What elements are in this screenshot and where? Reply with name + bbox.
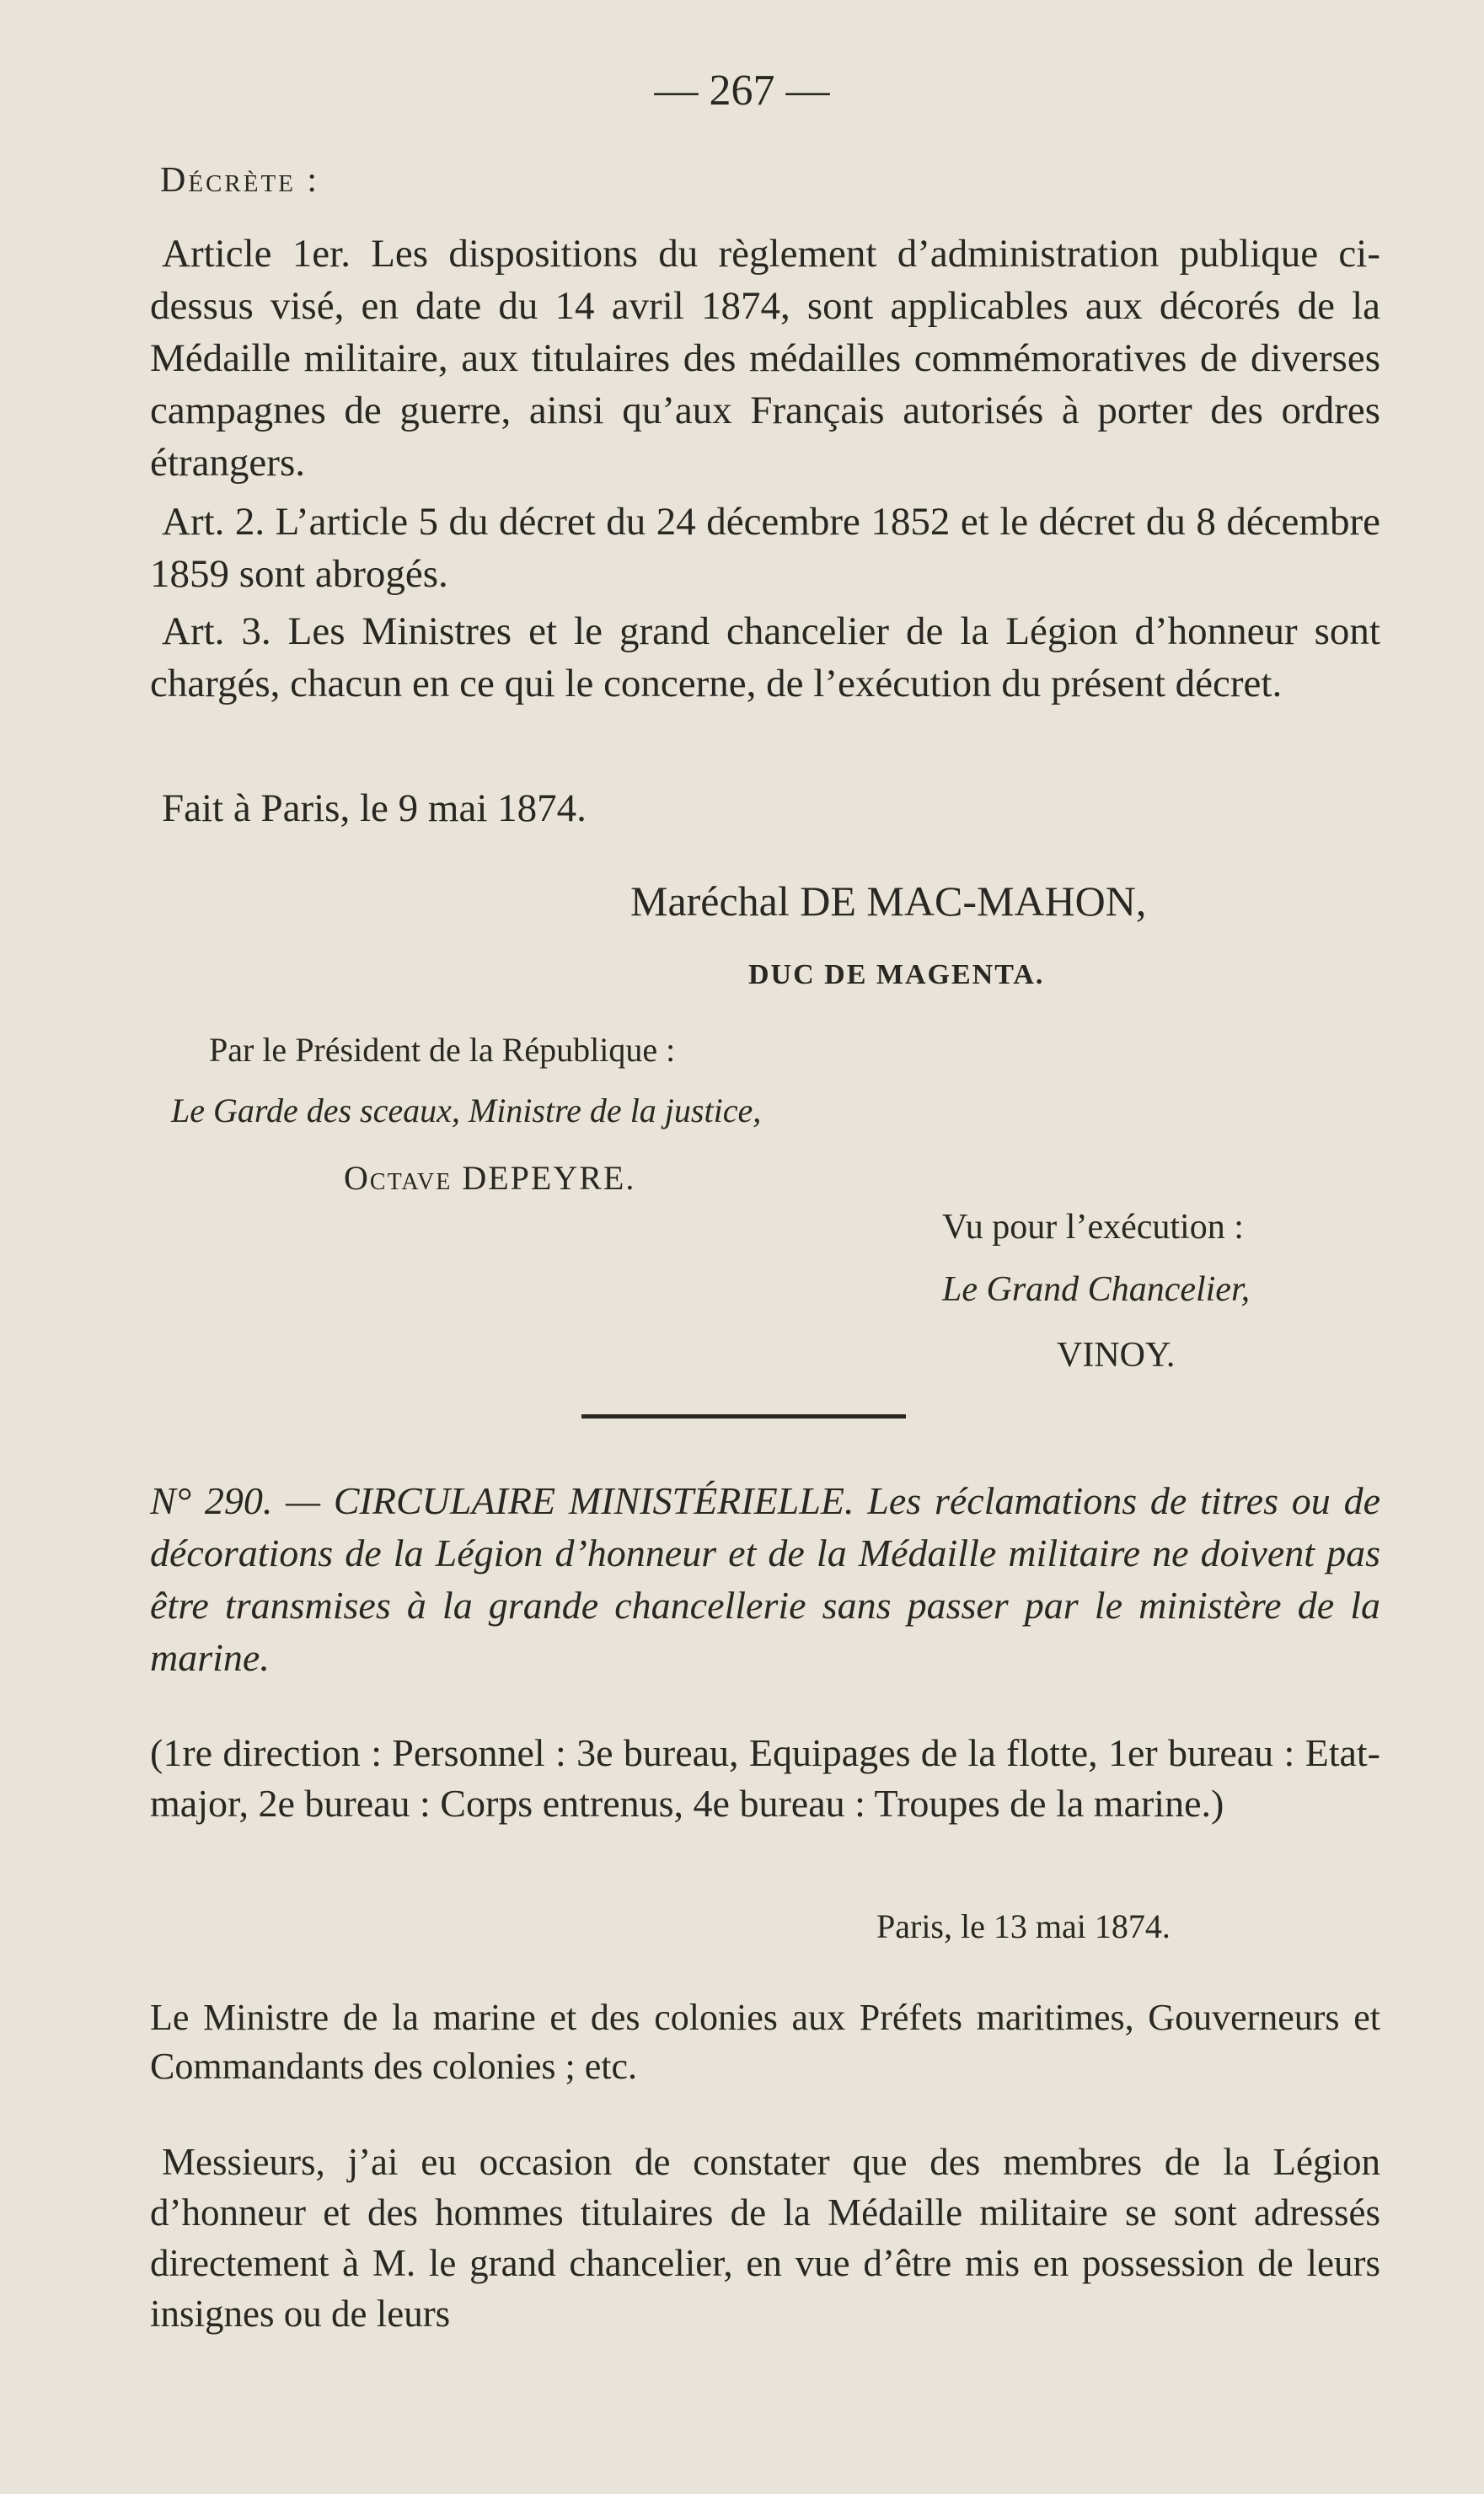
signature-title: DUC DE MAGENTA. — [748, 959, 1045, 990]
circulaire-body: Messieurs, j’ai eu occasion de constater que des membres de la Légion d’honneur et des hommes titulaires de la Médaille militaire se sont adressés directement à M. le grand chancelier, en vue d’être mis en possession de leurs insignes ou de leurs — [150, 2141, 1380, 2335]
article-1: Article 1er. Les dispositions du règlement d’administration publique ci-dessus visé, en date du 14 avril 1874, sont applicables aux décorés de la Médaille militaire, aux titulaires des médailles commémoratives de diverses campagnes de guerre, ainsi qu’aux Français autorisés à porter des ordres étrangers. — [150, 232, 1380, 485]
par-president: Par le Président de la République : — [209, 1031, 676, 1069]
garde-des-sceaux: Le Garde des sceaux, Ministre de la justice, — [171, 1091, 762, 1129]
article-3: Art. 3. Les Ministres et le grand chancelier de la Légion d’honneur sont chargés, chacun en ce qui le concerne, de l’exécution du présent décret. — [150, 609, 1380, 705]
ministre-address: Le Ministre de la marine et des colonies aux Préfets maritimes, Gouverneurs et Commandants des colonies ; etc. — [150, 1997, 1380, 2087]
circulaire-heading: N° 290. — CIRCULAIRE MINISTÉRIELLE. Les réclamations de titres ou de décorations de la Légion d’honneur et de la Médaille militaire ne doivent pas être transmises à la grande chancellerie sans passer par le ministère de la marine. — [150, 1479, 1380, 1679]
direction-note: (1re direction : Personnel : 3e bureau, Equipages de la flotte, 1er bureau : Etat-major, 2e bureau : Corps entrenus, 4e bureau : Troupes de la marine.) — [150, 1731, 1380, 1825]
fait-a-paris: Fait à Paris, le 9 mai 1874. — [162, 786, 587, 830]
signature-name: Maréchal DE MAC-MAHON, — [630, 877, 1147, 925]
vu-execution: Vu pour l’exécution : — [942, 1208, 1244, 1247]
page-number: — 267 — — [654, 67, 830, 115]
vinoy: VINOY. — [1057, 1336, 1176, 1375]
section-divider — [581, 1414, 906, 1419]
article-2: Art. 2. L’article 5 du décret du 24 décembre 1852 et le décret du 8 décembre 1859 sont abrogés. — [150, 500, 1380, 596]
octave-depeyre: Octave DEPEYRE. — [344, 1159, 636, 1197]
decrete-heading: Décrète : — [160, 161, 320, 200]
grand-chancelier: Le Grand Chancelier, — [942, 1270, 1251, 1309]
circulaire-date: Paris, le 13 mai 1874. — [876, 1907, 1171, 1945]
